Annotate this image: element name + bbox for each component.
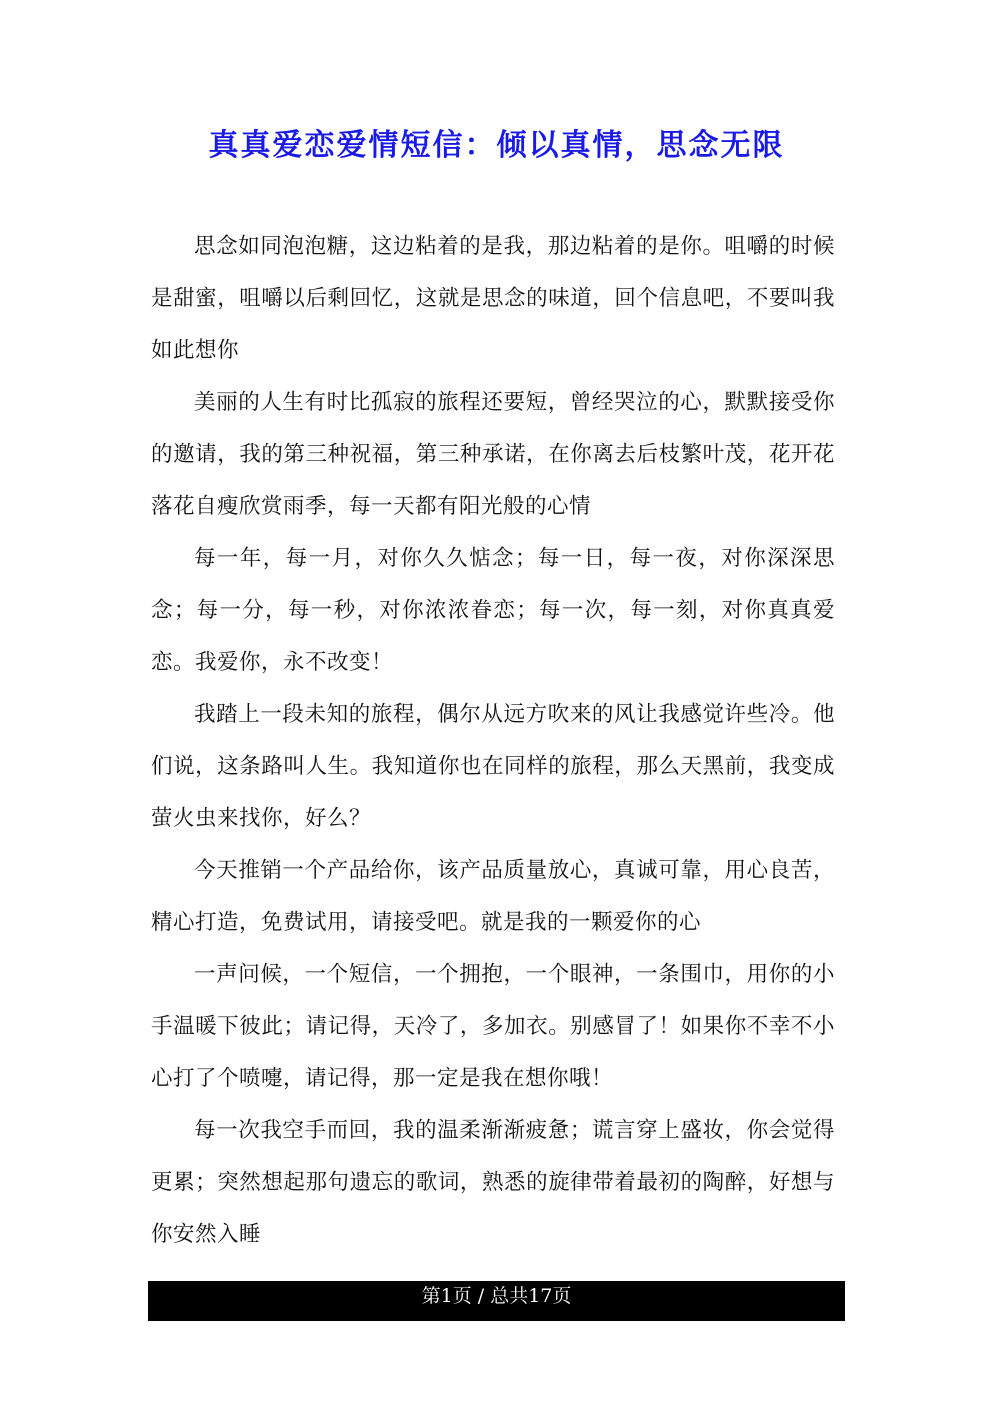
paragraph-4: 我踏上一段未知的旅程，偶尔从远方吹来的风让我感觉许些冷。他们说，这条路叫人生。我知道你也在同样的旅程，那么天黑前，我变成萤火虫来找你，好么？	[151, 702, 835, 831]
page-title: 真真爱恋爱情短信：倾以真情，思念无限	[208, 128, 785, 163]
paragraph-1: 思念如同泡泡糖，这边粘着的是我，那边粘着的是你。咀嚼的时候是甜蜜，咀嚼以后剩回忆，这就是思念的味道，回个信息吧，不要叫我如此想你	[151, 234, 835, 363]
paragraph-3: 每一年，每一月，对你久久惦念；每一日，每一夜，对你深深思念；每一分，每一秒，对你浓浓眷恋；每一次，每一刻，对你真真爱恋。我爱你，永不改变！	[151, 546, 835, 675]
page-footer-bar	[148, 1281, 845, 1321]
paragraph-6: 一声问候，一个短信，一个拥抱，一个眼神，一条围巾，用你的小手温暖下彼此；请记得，天冷了，多加衣。别感冒了！如果你不幸不小心打了个喷嚏，请记得，那一定是我在想你哦！	[151, 962, 835, 1091]
document-body	[151, 221, 835, 1261]
paragraph-5: 今天推销一个产品给你，该产品质量放心，真诚可靠，用心良苦，精心打造，免费试用，请接受吧。就是我的一颗爱你的心	[151, 858, 835, 935]
page-number: 第1页 / 总共17页	[421, 1285, 572, 1307]
paragraph-2: 美丽的人生有时比孤寂的旅程还要短，曾经哭泣的心，默默接受你的邀请，我的第三种祝福，第三种承诺，在你离去后枝繁叶茂，花开花落花自瘦欣赏雨季，每一天都有阳光般的心情	[151, 390, 835, 519]
paragraph-7: 每一次我空手而回，我的温柔渐渐疲惫；谎言穿上盛妆，你会觉得更累；突然想起那句遗忘的歌词，熟悉的旋律带着最初的陶醉，好想与你安然入睡	[151, 1118, 835, 1247]
